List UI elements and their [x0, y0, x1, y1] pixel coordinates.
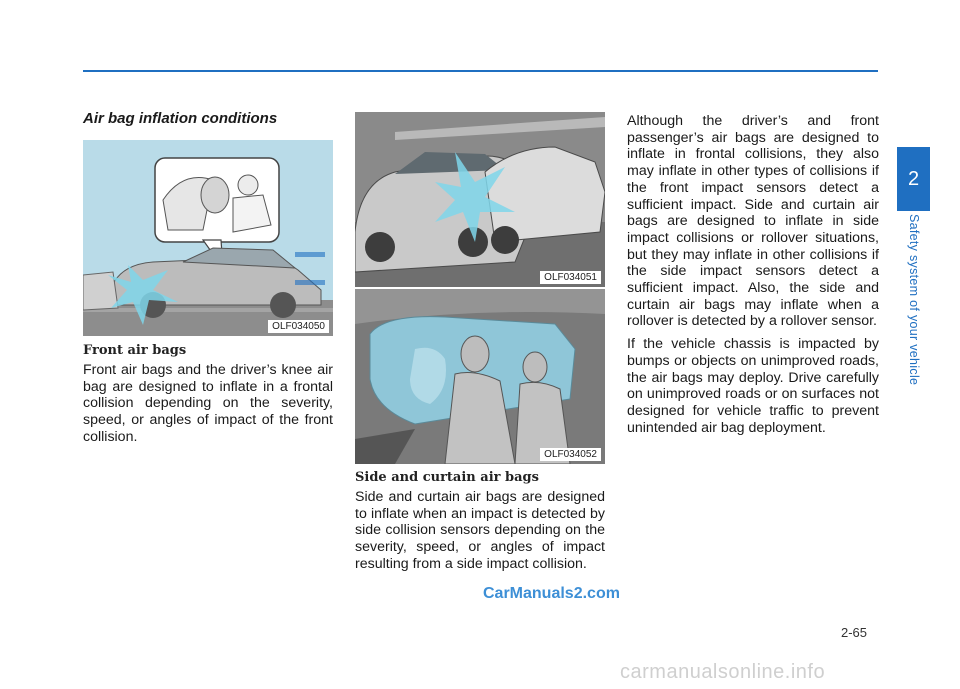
- figure-side-collision: [355, 112, 605, 287]
- chapter-number-tab: 2: [897, 147, 930, 211]
- figure-code: OLF034052: [540, 448, 601, 461]
- side-airbag-section: [355, 470, 605, 579]
- inflation-note-paragraph-1: Although the driver’s and front passenger’s air bags are designed to inflate in frontal collisions, they also may inflate in other types of collisions if the front impact sensors detect a sufficient impact. Side and curtain air bags are designed to inflate in side impact collisions or rollover situations, but they may inflate in other collisions if the side impact sensors detect a sufficient impact. Also, the side and curtain air bags may inflate when a rollover is detected by a rollover sensor.: [627, 113, 879, 330]
- front-airbag-heading: Front air bags: [83, 343, 187, 358]
- figure-code: OLF034051: [540, 271, 601, 284]
- page-number: 2-65: [841, 625, 868, 640]
- side-collision-illustration: [355, 112, 605, 287]
- figure-front-collision: [83, 140, 333, 336]
- inflation-note-paragraph-2: If the vehicle chassis is impacted by bumps or objects on unimproved roads, the air bags may deploy. Drive carefully on unimproved roads or on surfaces not designed for vehicle traffic to prevent unintended air bag deployment.: [627, 336, 879, 436]
- side-airbag-text: Side and curtain air bags are designed to inflate when an impact is detected by side collision sensors depending on the severity, speed, or angles of impact resulting from a side impact collision.: [355, 489, 605, 572]
- front-collision-illustration: [83, 140, 333, 336]
- watermark-bottom[interactable]: carmanualsonline.info: [620, 661, 826, 683]
- watermark-top[interactable]: CarManuals2.com: [483, 585, 620, 602]
- figure-curtain-airbag: [355, 289, 605, 464]
- section-title: Air bag inflation conditions: [83, 110, 278, 127]
- side-airbag-heading: Side and curtain air bags: [355, 470, 539, 485]
- front-airbag-section: [83, 343, 333, 452]
- header-rule: [83, 70, 878, 72]
- front-airbag-text: Front air bags and the driver’s knee air bag are designed to inflate in a frontal collision depending on the severity, speed, or angles of impact of the front collision.: [83, 362, 333, 445]
- inflation-notes-section: [627, 113, 879, 442]
- curtain-airbag-illustration: [355, 289, 605, 464]
- figure-code: OLF034050: [268, 320, 329, 333]
- chapter-title-label: Safety system of your vehicle: [907, 214, 921, 386]
